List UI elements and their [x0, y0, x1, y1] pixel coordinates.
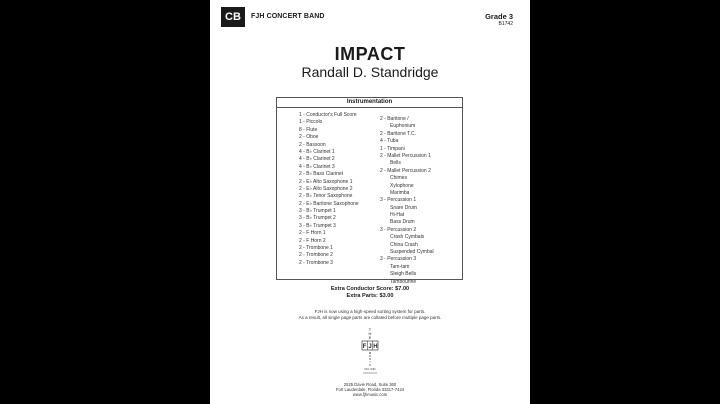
instrument-sub-entry: Tam-tam: [390, 263, 410, 270]
instrument-entry: 2 - Baritone /: [380, 116, 409, 122]
instrument-sub-entry: Crash Cymbals: [390, 234, 425, 241]
instrument-entry: 4 - B♭ Clarinet 2: [299, 156, 335, 163]
instrument-entry: 1 - Piccolo: [299, 119, 323, 126]
instrument-entry: 2 - E♭ Alto Saxophone 2: [299, 185, 353, 192]
instrumentation-divider: [277, 107, 462, 108]
extra-score-price: Extra Conductor Score: $7.00: [330, 286, 410, 292]
publisher-website: www.fjhmusic.com: [352, 392, 388, 397]
instrument-sub-entry: Suspended Cymbal: [390, 249, 434, 256]
svg-text:H: H: [368, 331, 372, 336]
score-cover-page: [210, 0, 530, 404]
instrument-sub-entry: Xylophone: [390, 182, 414, 189]
instrument-entry: 2 - E♭ Alto Saxophone 1: [299, 178, 353, 185]
instrument-entry: 2 - Mallet Percussion 2: [380, 167, 431, 174]
instrument-entry: 2 - F Horn 2: [299, 237, 326, 244]
publisher-address-line1: 2525 Davie Road, Suite 360: [343, 382, 397, 387]
cb-badge: CB: [221, 7, 245, 27]
svg-text:C: C: [368, 363, 372, 367]
instrument-entry: 3 - Percussion 2: [380, 226, 417, 233]
instrument-entry: 3 - B♭ Trumpet 2: [299, 215, 336, 222]
svg-text:CO. INC: CO. INC: [364, 367, 376, 371]
instrument-sub-entry: Snare Drum: [390, 204, 417, 211]
instrumentation-heading: Instrumentation: [346, 99, 393, 105]
instrument-entry: 2 - Mallet Percussion 1: [380, 152, 431, 159]
instrument-entry: 3 - B♭ Trumpet 3: [299, 222, 336, 229]
instrument-entry: 2 - E♭ Baritone Saxophone: [299, 200, 359, 207]
instrument-entry: 3 - Percussion 1: [380, 197, 417, 204]
instrumentation-box: [276, 97, 463, 285]
svg-text:J: J: [368, 344, 372, 350]
instrument-entry: 2 - Trombone 1: [299, 245, 333, 252]
instrument-sub-entry: Marimba: [390, 189, 410, 196]
instrument-sub-entry: China Crash: [390, 241, 418, 248]
instrument-entry: 8 - Flute: [299, 126, 318, 133]
instrument-sub-entry: Euphonium: [390, 123, 416, 130]
svg-text:M: M: [368, 351, 372, 355]
svg-text:E: E: [368, 335, 372, 340]
instrument-entry: 2 - Baritone T.C.: [380, 130, 417, 137]
instrument-entry: 4 - B♭ Clarinet 1: [299, 148, 335, 155]
sorting-notice-line2: As a result, all single page parts are collated before multiple page parts.: [298, 315, 442, 320]
extra-parts-price: Extra Parts: $3.00: [346, 292, 394, 299]
instrument-entry: 3 - B♭ Trumpet 1: [299, 208, 336, 215]
instrument-entry: 2 - B♭ Bass Clarinet: [299, 171, 344, 178]
instrument-entry: 4 - Tuba: [380, 138, 399, 145]
svg-text:I: I: [369, 360, 371, 364]
instrument-sub-entry: Bells: [390, 160, 401, 167]
svg-text:S: S: [368, 357, 372, 361]
svg-text:T: T: [368, 327, 372, 332]
instrument-entry: 1 - Timpani: [380, 145, 405, 152]
instrument-entry: 2 - Trombone 2: [299, 252, 333, 259]
grade-label: Grade 3: [485, 12, 513, 21]
instrument-entry: 4 - B♭ Clarinet 3: [299, 163, 335, 170]
piece-title: IMPACT: [334, 44, 406, 64]
series-label: FJH CONCERT BAND: [251, 13, 325, 20]
instrument-list-right: [380, 116, 434, 286]
svg-text:U: U: [368, 354, 372, 358]
instrument-entry: 3 - Percussion 3: [380, 256, 417, 263]
composer-name: Randall D. Standridge: [301, 64, 439, 80]
instrument-entry: 2 - Bassoon: [299, 141, 326, 148]
svg-text:H: H: [373, 344, 378, 350]
instrument-entry: 1 - Conductor's Full Score: [299, 112, 357, 118]
instrument-entry: 2 - B♭ Tenor Saxophone: [299, 193, 353, 200]
instrument-sub-entry: Chimes: [390, 175, 407, 182]
instrument-entry: 2 - Oboe: [299, 134, 319, 141]
svg-text:F: F: [362, 344, 367, 350]
sorting-notice-line1: FJH is now using a high-speed sorting system for parts.: [314, 309, 426, 314]
instrument-sub-entry: Bass Drum: [390, 219, 415, 226]
instrument-sub-entry: Tambourine: [390, 278, 417, 285]
instrument-entry: 2 - Trombone 3: [299, 259, 333, 266]
catalog-number: B1742: [498, 21, 513, 27]
publisher-address-line2: Fort Lauderdale, Florida 33317-7424: [335, 387, 405, 392]
instrument-sub-entry: Hi-Hat: [390, 212, 405, 219]
instrument-list-left: [299, 112, 359, 267]
fjh-logo-icon: [360, 327, 380, 377]
instrument-entry: 2 - F Horn 1: [299, 230, 326, 237]
instrument-sub-entry: Sleigh Bells: [390, 271, 417, 278]
